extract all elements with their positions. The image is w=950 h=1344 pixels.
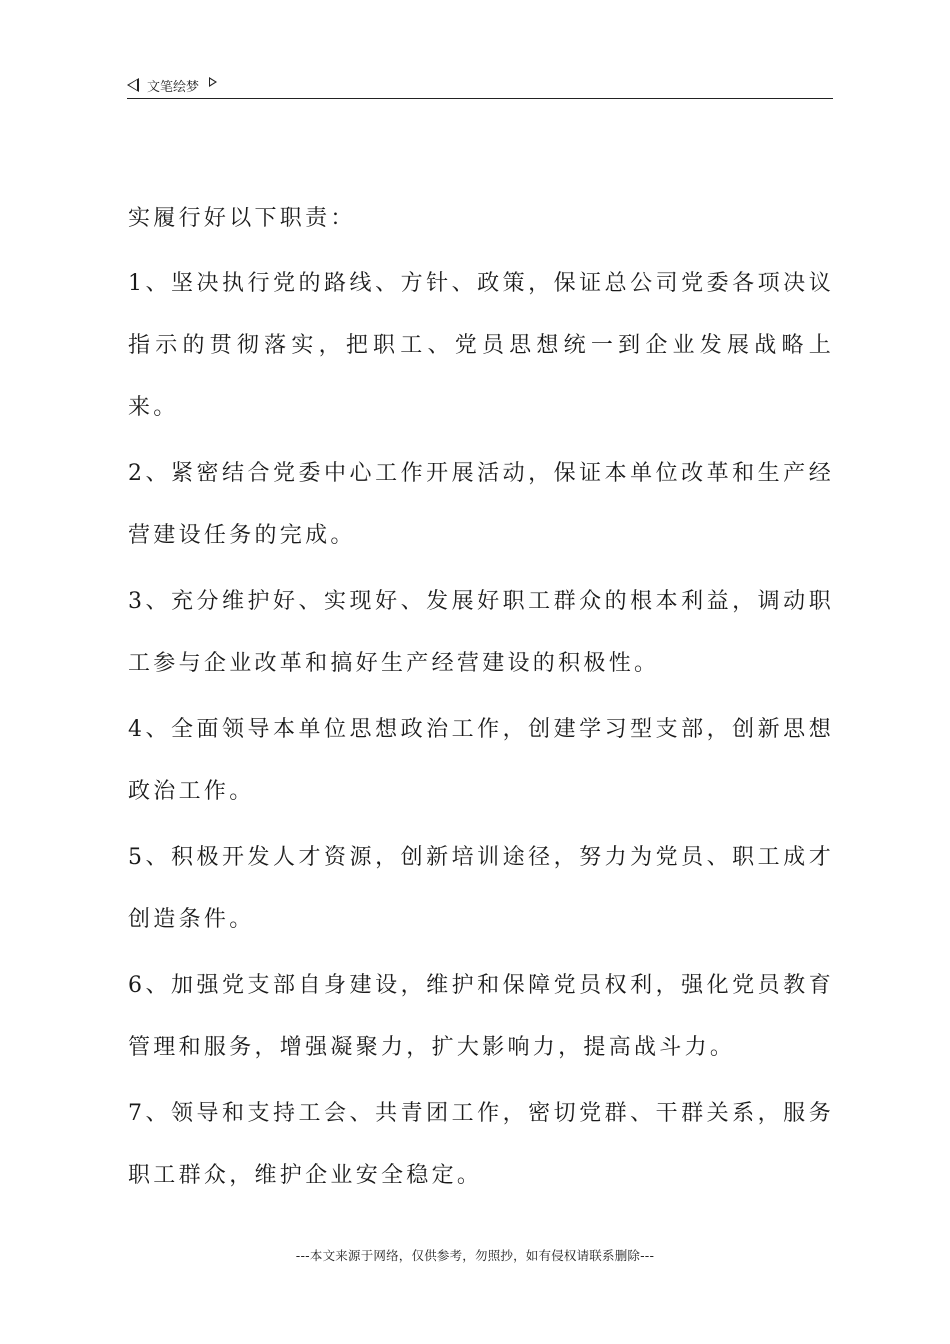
duty-item-2: 2、紧密结合党委中心工作开展活动，保证本单位改革和生产经营建设任务的完成。: [128, 461, 834, 548]
duty-item-5: 5、积极开发人才资源，创新培训途径，努力为党员、职工成才创造条件。: [128, 845, 834, 932]
right-triangle-icon: [209, 77, 217, 87]
document-body: [128, 188, 834, 1211]
duty-item-6: 6、加强党支部自身建设，维护和保障党员权利，强化党员教育管理和服务，增强凝聚力，扩大影响力，提高战斗力。: [128, 973, 834, 1060]
duty-item-3: 3、充分维护好、实现好、发展好职工群众的根本利益，调动职工参与企业改革和搞好生产经营建设的积极性。: [128, 589, 834, 676]
duty-item-4: 4、全面领导本单位思想政治工作，创建学习型支部，创新思想政治工作。: [128, 717, 834, 804]
page-header: [127, 74, 833, 99]
duty-item-1: 1、坚决执行党的路线、方针、政策，保证总公司党委各项决议指示的贯彻落实，把职工、党员思想统一到企业发展战略上来。: [128, 271, 834, 420]
left-triangle-icon: [127, 78, 139, 92]
intro-paragraph: 实履行好以下职责：: [128, 206, 356, 231]
footer-note: ---本文来源于网络，仅供参考，勿照抄，如有侵权请联系删除---: [295, 1248, 655, 1263]
header-title: 文笔绘梦: [147, 79, 200, 95]
duty-item-7: 7、领导和支持工会、共青团工作，密切党群、干群关系，服务职工群众，维护企业安全稳定。: [128, 1101, 834, 1188]
